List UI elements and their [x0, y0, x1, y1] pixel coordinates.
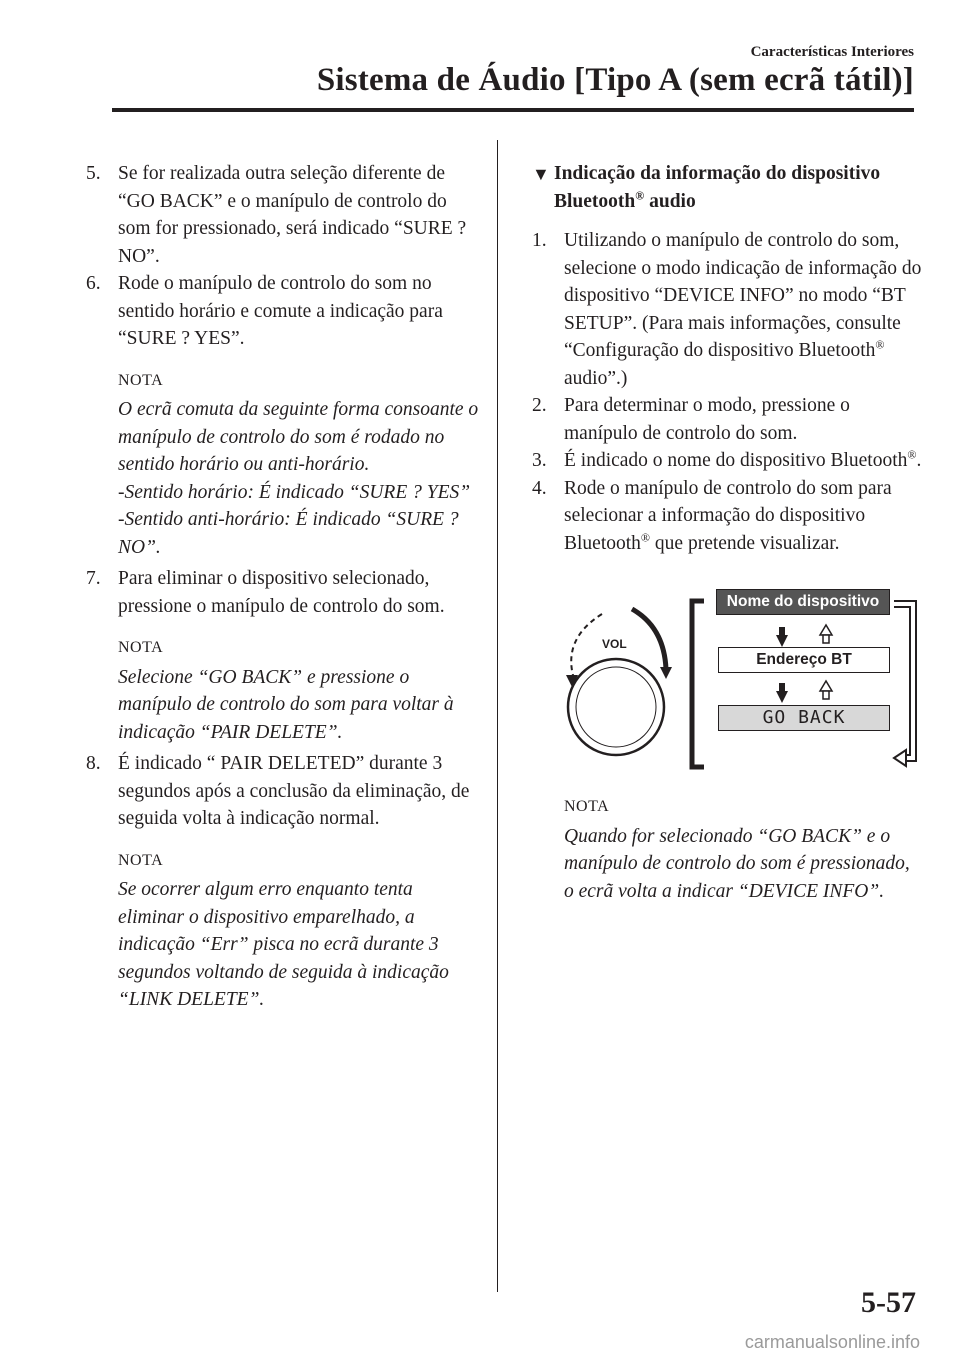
left-steps: [86, 750, 481, 833]
header-rule: [112, 108, 914, 112]
column-divider: [497, 140, 498, 1292]
step-8: [86, 750, 481, 833]
step-number: 4.: [532, 477, 547, 499]
step-text: Para eliminar o dispositivo selecionado, pressione o manípulo de controlo do som.: [118, 568, 445, 617]
note-label: NOTA: [118, 639, 164, 656]
note-label: NOTA: [118, 371, 164, 389]
header-subtitle: Características Interiores: [750, 44, 914, 60]
right-steps: [532, 227, 922, 557]
left-bracket: [692, 601, 704, 767]
note-box: [118, 634, 481, 746]
display-go-back: GO BACK: [718, 705, 890, 731]
step-5: [86, 160, 481, 270]
note-line: Se ocorrer algum erro enquanto tenta eliminar o dispositivo emparelhado, a indicação “Err” pisca no ecrã durante 3 segundos voltando de seguida à indicação “LINK DELETE”.: [118, 879, 449, 1010]
note-line: O ecrã comuta da seguinte forma consoante o manípulo de controlo do som é rodado no sentido horário ou anti-horário.: [118, 399, 479, 475]
step-text: Rode o manípulo de controlo do som no sentido horário e comute a indicação para “SURE ? YES”.: [118, 273, 443, 349]
step-number: 1.: [532, 230, 547, 251]
note-line: -Sentido horário: É indicado “SURE ? YES”: [118, 481, 471, 503]
step-7: [86, 565, 481, 620]
step-text: É indicado “ PAIR DELETED” durante 3 segundos após a conclusão da eliminação, de seguida volta à indicação normal.: [118, 753, 470, 829]
right-column: [532, 160, 922, 909]
note-box: [118, 367, 481, 562]
step-2: 2. Para determinar o modo, pressione o manípulo de controlo do som.: [532, 392, 922, 447]
step-3: 3. É indicado o nome do dispositivo Bluetooth®.: [532, 447, 922, 475]
display-device-name: Nome do dispositivo: [716, 589, 890, 615]
up-arrow-icon: [820, 681, 832, 691]
vol-label: VOL: [602, 637, 627, 651]
watermark: carmanualsonline.info: [744, 1332, 920, 1352]
down-arrow-icon: [776, 691, 788, 703]
note-line: Quando for selecionado “GO BACK” e o manípulo de controlo do som é pressionado, o ecrã volta a indicar “DEVICE INFO”.: [564, 825, 910, 902]
step-number: 6.: [86, 273, 101, 294]
note-label: NOTA: [564, 798, 610, 815]
step-6: [86, 270, 481, 353]
step-number: 5.: [86, 163, 101, 184]
note-box: [564, 793, 922, 905]
note-label: NOTA: [118, 851, 164, 869]
up-arrow-icon: [820, 625, 832, 635]
note-line: -Sentido anti-horário: É indicado “SURE ? NO”.: [118, 509, 459, 558]
left-steps: [86, 160, 481, 353]
display-bt-address: Endereço BT: [718, 647, 890, 673]
volume-knob: [568, 659, 664, 755]
note-line: Selecione “GO BACK” e pressione o manípulo de controlo do som para voltar à indicação “PAIR DELETE”.: [118, 666, 454, 743]
down-arrow-icon: [776, 635, 788, 647]
step-4: 4. Rode o manípulo de controlo do som para selecionar a informação do dispositivo Bluetooth® que pretende visualizar.: [532, 475, 922, 558]
step-number: 8.: [86, 753, 101, 774]
page-number: 5-57: [861, 1286, 916, 1319]
loop-back-arrow-icon: [894, 601, 916, 761]
step-text: Se for realizada outra seleção diferente de “GO BACK” e o manípulo de controlo do som for pressionado, será indicado “SURE ? NO”.: [118, 163, 467, 267]
display-cycle-diagram: [532, 579, 922, 779]
note-box: [118, 847, 481, 1014]
page-title: Sistema de Áudio [Tipo A (sem ecrã tátil)]: [316, 62, 914, 98]
subsection-heading: ▼ Indicação da informação do dispositivo Bluetooth® audio: [532, 163, 881, 212]
step-number: 3.: [532, 450, 547, 471]
cw-rotation-arrow-icon: [632, 609, 666, 669]
step-number: 2.: [532, 395, 547, 416]
left-column: [86, 160, 481, 1018]
left-steps: [86, 565, 481, 620]
step-number: 7.: [86, 568, 101, 589]
step-1: 1. Utilizando o manípulo de controlo do som, selecione o modo indicação de informação do dispositivo “DEVICE INFO” no modo “BT SETUP”. (Para mais informações, consulte “Configuração do dispositivo Bluetooth® audio”.): [532, 227, 922, 392]
triangle-down-icon: ▼: [532, 164, 550, 184]
